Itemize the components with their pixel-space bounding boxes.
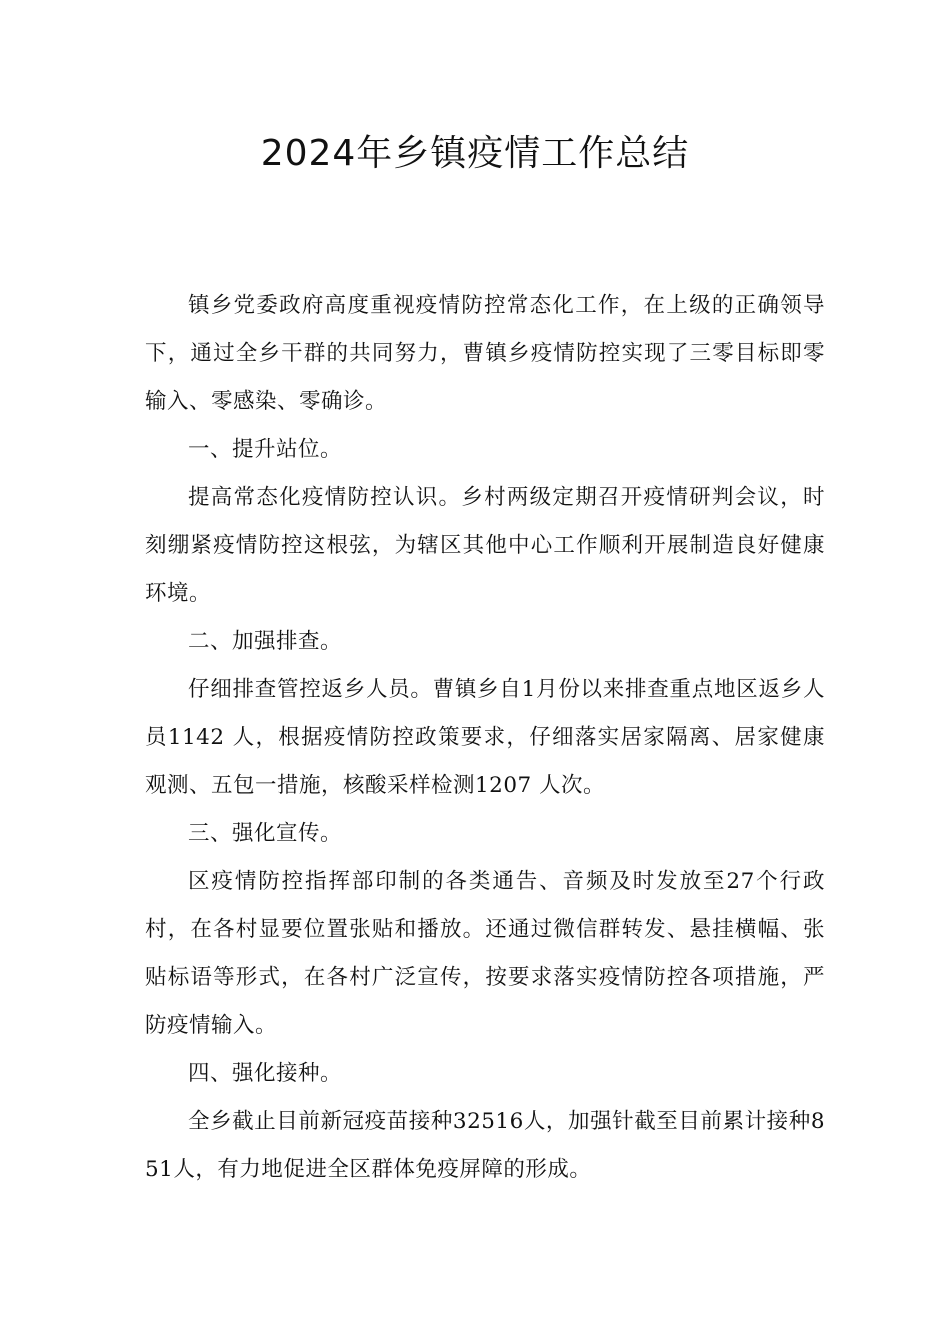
section-heading-1: 一、提升站位。 (188, 437, 343, 462)
paragraph-section-3: 区疫情防控指挥部印制的各类通告、音频及时发放至27个行政村，在各村显要位置张贴和播放。还通过微信群转发、悬挂横幅、张贴标语等形式，在各村广泛宣传，按要求落实疫情防控各项措施，严防疫情输入。 (145, 869, 825, 1038)
paragraph-section-2: 仔细排查管控返乡人员。曹镇乡自1月份以来排查重点地区返乡人员1142 人，根据疫情防控政策要求，仔细落实居家隔离、居家健康观测、五包一措施，核酸采样检测1207 人次。 (145, 677, 825, 798)
document-body (145, 282, 825, 1194)
paragraph-intro: 镇乡党委政府高度重视疫情防控常态化工作，在上级的正确领导下，通过全乡干群的共同努力，曹镇乡疫情防控实现了三零目标即零输入、零感染、零确诊。 (145, 293, 825, 414)
section-heading-3: 三、强化宣传。 (188, 821, 343, 846)
paragraph-section-4: 全乡截止目前新冠疫苗接种32516人，加强针截至目前累计接种851人，有力地促进全区群体免疫屏障的形成。 (145, 1109, 825, 1182)
section-heading-2: 二、加强排查。 (188, 629, 343, 654)
document-title: 2024年乡镇疫情工作总结 (260, 133, 690, 174)
paragraph-section-1: 提高常态化疫情防控认识。乡村两级定期召开疫情研判会议，时刻绷紧疫情防控这根弦，为辖区其他中心工作顺利开展制造良好健康环境。 (145, 485, 825, 606)
section-heading-4: 四、强化接种。 (188, 1061, 343, 1086)
